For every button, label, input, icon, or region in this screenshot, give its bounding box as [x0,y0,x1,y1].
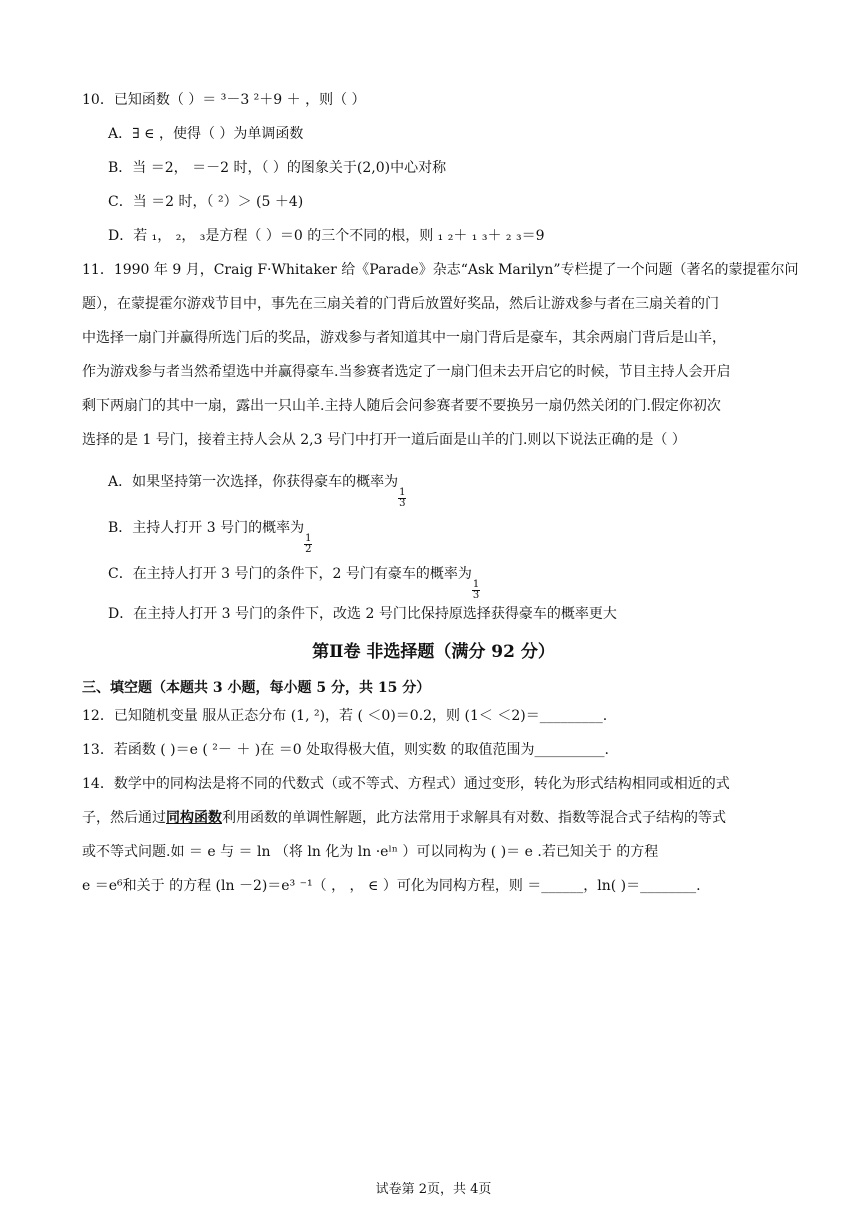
q11-stem-line-1: 11．1990 年 9 月，Craig F·Whitaker 给《Parade》杂志“Ask Marilyn”专栏提了一个问题（著名的蒙提霍尔问 [82,262,799,278]
page-footer: 试卷第 2页，共 4页 [375,1182,492,1197]
q10-option-a: A．∃ ∈ ，使得（ ）为单调函数 [108,126,304,142]
q11-stem-line-2: 题），在蒙提霍尔游戏节目中，事先在三扇关着的门背后放置好奖品，然后让游戏参与者在三扇关着的门 [82,296,719,312]
q10-option-b: B．当 ＝2， ＝－2 时，（ ）的图象关于(2,0)中心对称 [108,160,447,176]
q11-option-c [108,564,797,601]
q11-option-c-text: C．在主持人打开 3 号门的条件下，2 号门有豪车的概率为 [108,566,472,582]
q14-line-2: 子，然后通过同构函数利用函数的单调性解题，此方法常用于求解具有对数、指数等混合式子结构的等式 [82,810,726,826]
q14-line-4: e ＝e⁶和关于 的方程 (ln －2)＝e³ ⁻¹（ ， ， ∈ ）可化为同构方程，则 ＝______，ln( )＝________. [82,878,701,894]
q11-option-a-text: A．如果坚持第一次选择，你获得豪车的概率为 [108,474,399,490]
section-heading: 三、填空题（本题共 3 小题，每小题 5 分，共 15 分） [82,680,431,696]
q12-text: 12．已知随机变量 服从正态分布 (1, ²)，若 ( ＜0)＝0.2，则 (1＜ ＜2)＝_________. [82,708,608,724]
q11-stem-line-3: 中选择一扇门并赢得所选门后的奖品，游戏参与者知道其中一扇门背后是豪车，其余两扇门背后是山羊， [82,330,726,346]
q11-option-b-text: B．主持人打开 3 号门的概率为 [108,520,305,536]
fraction: $\frac{1}{3}$ [399,487,406,509]
q14-line-3: 或不等式问题.如 ＝ e 与 ＝ ln （将 ln 化为 ln ·eˡⁿ ）可以同构为 ( )＝ e .若已知关于 的方程 [82,844,659,860]
q14-line-1: 14．数学中的同构法是将不同的代数式（或不等式、方程式）通过变形，转化为形式结构相同或相近的式 [82,776,730,792]
q11-stem-line-4: 作为游戏参与者当然希望选中并赢得豪车.当参赛者选定了一扇门但未去开启它的时候，节目主持人会开启 [82,364,731,380]
fraction: $\frac{1}{3}$ [472,579,480,601]
section-title: 第Ⅱ卷 非选择题（满分 92 分） [312,642,555,662]
q10-option-c: C．当 ＝2 时，（ ²）＞ (5 ＋4) [108,194,304,210]
q10-stem: 10．已知函数（ ）＝ ³－3 ²＋9 ＋ ，则（ ） [82,92,366,108]
q11-stem-line-6: 选择的是 1 号门，接着主持人会从 2,3 号门中打开一道后面是山羊的门.则以下说法正确的是（ ） [82,432,686,448]
term-isomorphic-function: 同构函数 [166,810,222,826]
q11-option-b [108,518,797,555]
q10-option-d: D．若 ₁， ₂， ₃是方程（ ）＝0 的三个不同的根，则 ₁ ₂＋ ₁ ₃＋ ₂ ₃＝9 [108,228,545,244]
q13-text: 13．若函数 ( )＝e ( ²－ ＋ )在 ＝0 处取得极大值，则实数 的取值范围为__________. [82,742,609,758]
fraction: $\frac{1}{2}$ [305,533,312,555]
q11-option-d: D．在主持人打开 3 号门的条件下，改选 2 号门比保持原选择获得豪车的概率更大 [108,606,617,622]
q11-stem-line-5: 剩下两扇门的其中一扇，露出一只山羊.主持人随后会问参赛者要不要换另一扇仍然关闭的门.假定你初次 [82,398,721,414]
q11-option-a [108,472,797,509]
